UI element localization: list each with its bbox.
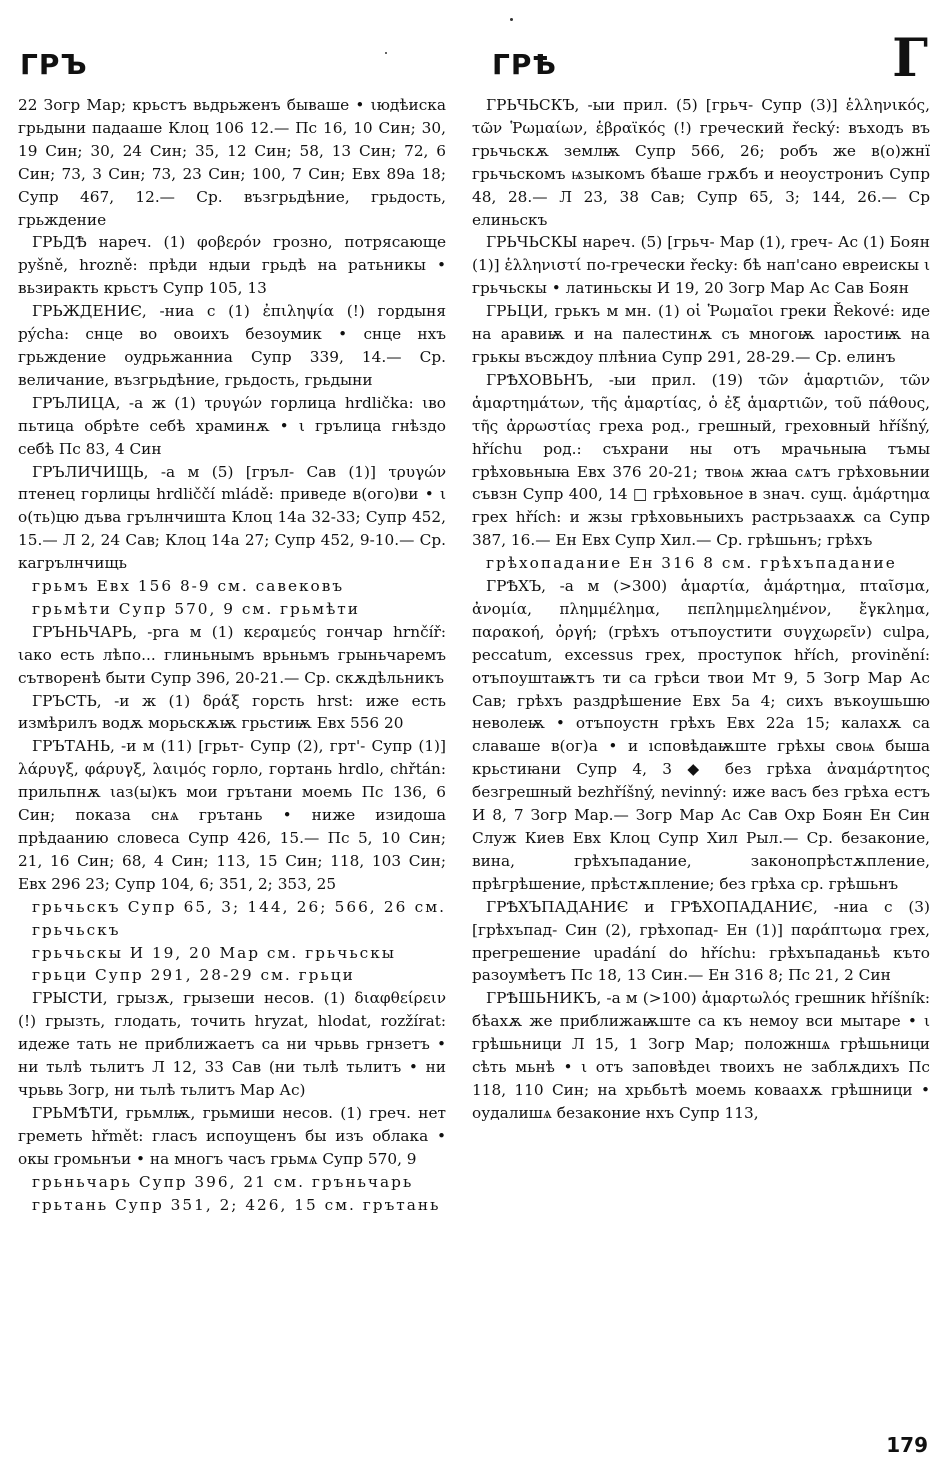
cross-reference: грьци Супр 291, 28-29 см. грьци [32,966,355,985]
cross-reference: грьньчарь Супр 396, 21 см. гръньчарь [32,1172,414,1191]
running-head-center: ГРѢ [492,48,557,81]
print-speck [510,18,513,21]
section-letter: Г [892,28,928,89]
dictionary-entry: ГРЬЧЬСКЪ, -ыи прил. (5) [грьч- Супр (3)] ἑλληνικός, τῶν Ῥωμαίων, ἑβραϊκός (!) греческий řecký: въходъ въ грьчьскѫ землѭ Супр 566, 26; робъ же в(о)жнї грьчьскомъ ѩзыкомъ бѣаше грѫбъ и неоустрониъ Супр 48, 28.— Л 23, 38 Сав; Супр 65, 3; 144, 26.— Ср елиньскъ [472,96,930,229]
dictionary-entry: ГРЬЖДЕНИЄ, -ниа с (1) ἐπιληψία (!) гордыня pýcha: снце во овоихъ безоумик • снце нхъ грьждение оудрьжанниа Супр 339, 14.— Ср. величание, възгрьдѣние, грьдость, грьдыни [18,302,446,389]
dictionary-entry: ГРЪЛИЦА, -а ж (1) τρυγών горлица hrdlička: ιво пьтица обрѣте себѣ храминѫ • ι грълица гнѣздо себѣ Пс 83, 4 Син [18,393,446,458]
running-head-left: ГРЪ [20,48,88,81]
cross-reference: грьмъ Евх 156 8-9 см. савековъ [32,577,345,596]
cross-reference: грѣхопадание Ен 316 8 см. грѣхъпадание [486,554,897,573]
dictionary-entry: ГРЬМѢТИ, грьмлѭ, грьмиши несов. (1) греч. нет греметь hřmět: гласъ испоущенъ бы изъ облака • окы громьнъи • на многъ часъ грьмѧ Супр 570, 9 [18,1103,446,1168]
cross-reference: грьтань Супр 351, 2; 426, 15 см. грътань [32,1195,441,1214]
right-column [472,94,930,1125]
print-speck [385,52,387,54]
dictionary-entry: ГРЪЛИЧИЩЬ, -а м (5) [гръл- Сав (1)] τρυγών птенец горлицы hrdliččí mládě: приведе в(ого)ви • ι о(ть)цю дъва грълнчишта Клоц 14а 32-33; Супр 452, 15.— Л 2, 24 Сав; Клоц 14а 27; Супр 452, 9-10.— Ср. кагрълнчищь [18,462,446,573]
left-column [18,94,446,1216]
dictionary-entry: ГРЫСТИ, грызѫ, грызеши несов. (1) διαφθείρειν (!) грызть, глодать, точить hryzat, hlodat, rozžírat: идеже тать не приближаетъ са ни чрьвь грнзетъ • ни тьлѣ тьлитъ Л 12, 33 Сав (ни тьлѣ тьлитъ • ни чрьвь Зогр, ни тьлѣ тьлитъ Мар Ас) [18,989,446,1099]
dictionary-entry: ГРѢХЪПАДАНИЄ и ГРѢХОПАДАНИЄ, -ниа с (3) [грѣхъпад- Син (2), грѣхопад- Ен (1)] παράπτωμα грех, прегрешение upadání do hříchu: грѣхъпаданьѣ къто разоумѣетъ Пс 18, 13 Син.— Ен 316 8; Пс 21, 2 Син [472,897,930,985]
cross-reference: грьчьскъ Супр 65, 3; 144, 26; 566, 26 см. грьчьскъ [32,897,446,939]
dictionary-entry: ГРѢШЬНИКЪ, -а м (>100) ἁμαρτωλός грешник hříšník: бѣахѫ же приближаѭште са къ немоу вси мытаре • ι грѣшьници Л 15, 1 Зогр Мар; положншѧ грѣшьници сѣть мьнѣ • ι отъ заповѣдеι твоихъ не заблѫдихъ Пс 118, 110 Син; на хрьбьтѣ моемь коваахѫ грѣшници • оудалишѧ безаконие нхъ Супр 113, [472,989,930,1122]
page-number: 179 [886,1433,928,1457]
dictionary-entry: ГРѢХЪ, -а м (>300) ἁμαρτία, ἁμάρτημα, πταῖσμα, ἀνομία, πλημμέλημα, πεπλημμελημένον, ἔγκλημα, παρακοή, ὀργή; (грѣхъ отъпоустити συγχωρεῖν) culpa, peccatum, excessus грех, проступок hřích, provinění: отъпоуштаѭтъ ти са грѣси твои Мт 9, 5 Зогр Мар Ас Сав; грѣхъ раздрѣшение Евх 5а 4; сихъ въкоушьшю неволеѭ • отъпоустн грѣхъ Евх 22а 15; калахѫ са славаше в(ог)а • и ıсповѣдаѭште грѣхы своѩ быша крьстиꙗни Супр 4, 3 ◆ без грѣха ἀναμάρτητος безгрешный bezhříšný, nevinný: иже васъ без грѣха естъ И 8, 7 Зогр Мар.— Зогр Мар Ас Сав Охр Боян Ен Син Служ Киев Евх Клоц Супр Хил Рыл.— Ср. безаконие, вина, грѣхъпадание, законопрѣстѫпление, прѣгрѣшение, прѣстѫпление; без грѣха ср. грѣшьнъ [472,577,930,893]
cross-reference: грьчьскы И 19, 20 Мар см. грьчьскы [32,943,396,962]
dictionary-entry: ГРЬЦИ, грькъ м мн. (1) οἱ Ῥωμαῖοι греки Řekové: иде на аравиѭ и на палестинѫ съ многоѭ ıаростиѭ на грькы въсждоу плѣниа Супр 291, 28-29.— Ср. елинъ [472,302,930,366]
dictionary-entry: ГРЪСТЬ, -и ж (1) δράξ горсть hrst: иже есть измѣрилъ водѫ морьскѫѭ грьстиѭ Евх 556 20 [18,691,446,733]
dictionary-entry: ГРѢХОВЬНЪ, -ыи прил. (19) τῶν ἁμαρτιῶν, τῶν ἁμαρτημάτων, τῆς ἁμαρτίας, ὁ ἐξ ἁμαρτιῶν, τοῦ πάθους, τῆς ἀρρωστίας греха род., грешный, греховный hříšný, hříchu род.: съхрани ны отъ мрачьныꙗ тъмы грѣховьныꙗ Евх 376 20-21; твоѩ жꙗа сѧтъ грѣховьнии съвзн Супр 400, 14 □ грѣховьное в знач. сущ. ἁμάρτημα грех hřích: и жзы грѣховьныихъ растрьзаахѫ са Супр 387, 16.— Ен Евх Супр Хил.— Ср. грѣшьнъ; грѣхъ [472,370,930,550]
cross-reference: грьмѣти Супр 570, 9 см. грьмѣти [32,599,360,618]
dictionary-entry: ГРЪНЬЧАРЬ, -рга м (1) κεραμεύς гончар hrnčíř: ιако есть лѣпо... глиньнымъ врьньмъ грыньчаремъ сътворенѣ быти Супр 396, 20-21.— Ср. скѫдѣльникъ [18,622,446,687]
dictionary-entry: ГРЪТАНЬ, -и м (11) [грьт- Супр (2), грт'- Супр (1)] λάρυγξ, φάρυγξ, λαιμός горло, гортань hrdlo, chřtán: прильпнѫ ιаз(ы)къ мои грътани моемь Пс 136, 6 Син; показа снѧ грътань • ниже изидоша прѣдаанию словеса Супр 426, 15.— Пс 5, 10 Син; 21, 16 Син; 68, 4 Син; 113, 15 Син; 118, 103 Син; Евх 296 23; Супр 104, 6; 351, 2; 353, 25 [18,737,446,893]
dictionary-entry: 22 Зогр Мар; крьстъ вьдрьженъ бываше • ιюдѣиска грьдыни падааше Клоц 106 12.— Пс 16, 10 Син; 30, 19 Син; 30, 24 Син; 35, 12 Син; 58, 13 Син; 72, 6 Син; 73, 3 Син; 73, 23 Син; 100, 7 Син; Евх 89а 18; Супр 467, 12.— Ср. възгрьдѣние, грьдость, грьждение [18,96,446,229]
dictionary-entry: ГРЬЧЬСКЫ нареч. (5) [грьч- Мар (1), греч- Ас (1) Боян (1)] ἑλληνιστί по-гречески řecky: бѣ нап'сано евреискы ι грьчьскы • латиньскы И 19, 20 Зогр Мар Ас Сав Боян [472,233,930,298]
dictionary-entry: ГРЬДѢ нареч. (1) φοβερόν грозно, потрясающе pyšně, hrozně: прѣди ндыи грьдѣ на ратьникы • вьзиракть крьстъ Супр 105, 13 [18,233,446,298]
